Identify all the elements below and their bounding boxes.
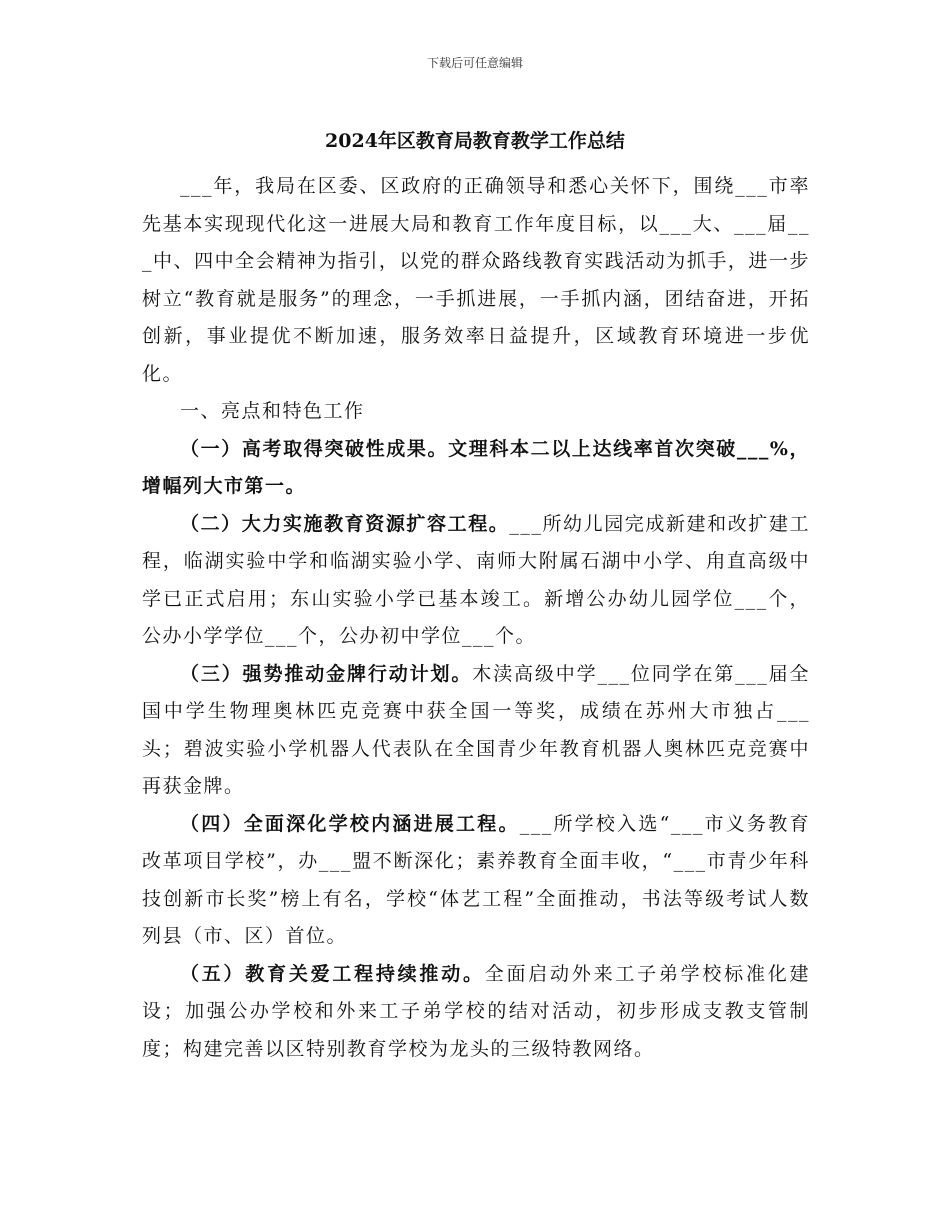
item-1: [142, 431, 810, 506]
item-2: [142, 506, 810, 656]
item-5: [142, 956, 810, 1069]
item-4-body: ___所学校入选“___市义务教育改革项目学校”，办___盟不断深化；素养教育全面丰收，“___市青少年科技创新市长奖”榜上有名，学校“体艺工程”全面推动，书法等级考试人数列县（市、区）首位。: [142, 812, 810, 947]
intro-paragraph: ___年，我局在区委、区政府的正确领导和悉心关怀下，围绕___市率先基本实现现代化这一进展大局和教育工作年度目标，以___大、___届___中、四中全会精神为指引，以党的群众路线教育实践活动为抓手，进一步树立“教育就是服务”的理念，一手抓进展，一手抓内涵，团结奋进，开拓创新，事业提优不断加速，服务效率日益提升，区域教育环境进一步优化。: [142, 175, 810, 385]
item-4-lead: （四）全面深化学校内涵进展工程。: [180, 812, 520, 835]
item-2-lead: （二）大力实施教育资源扩容工程。: [180, 512, 510, 535]
item-5-body: 全面启动外来工子弟学校标准化建设；加强公办学校和外来工子弟学校的结对活动，初步形成支教支管制度；构建完善以区特别教育学校为龙头的三级特教网络。: [142, 962, 810, 1060]
item-3-lead: （三）强势推动金牌行动计划。: [180, 662, 473, 685]
item-3: [142, 656, 810, 806]
header-note: 下载后可任意编辑: [426, 56, 523, 70]
item-3-body: 木渎高级中学___位同学在第___届全国中学生物理奥林匹克竞赛中获全国一等奖，成绩在苏州大市独占___头；碧波实验小学机器人代表队在全国青少年教育机器人奥林匹克竞赛中再获金牌。: [142, 662, 810, 797]
document-body: [142, 168, 810, 1068]
item-5-lead: （五）教育关爱工程持续推动。: [180, 962, 485, 985]
item-4: [142, 806, 810, 956]
document-title: 2024年区教育局教育教学工作总结: [325, 130, 625, 152]
item-2-body: ___所幼儿园完成新建和改扩建工程，临湖实验中学和临湖实验小学、南师大附属石湖中小学、甪直高级中学已正式启用；东山实验小学已基本竣工。新增公办幼儿园学位___个，公办小学学位___个，公办初中学位___个。: [142, 512, 810, 647]
section-heading: 一、亮点和特色工作: [180, 400, 365, 422]
item-1-lead: （一）高考取得突破性成果。文理科本二以上达线率首次突破___%，增幅列大市第一。: [142, 437, 810, 497]
